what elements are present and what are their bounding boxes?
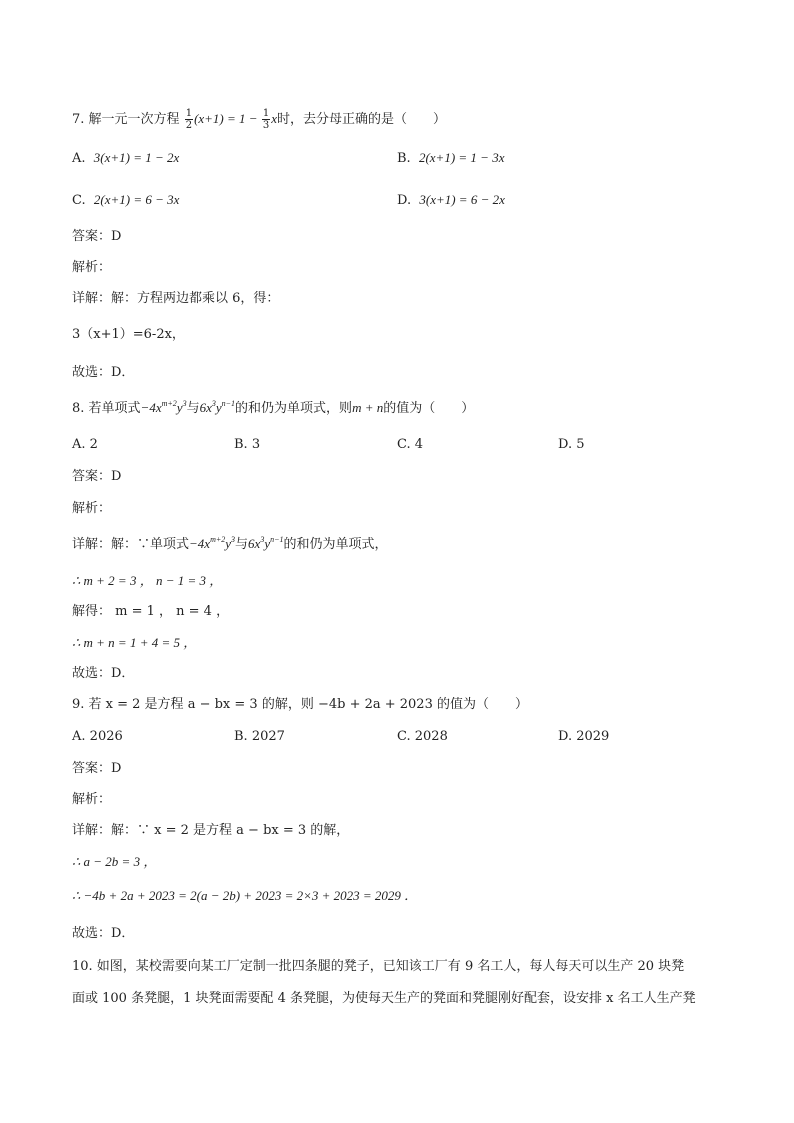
q7-detail: 详解：解：方程两边都乘以 6，得：: [72, 291, 280, 306]
q7-stem-prefix: 7. 解一元一次方程: [72, 112, 180, 127]
q7-answer: 答案：D: [72, 229, 122, 244]
q7-step1: 3（x+1）=6-2x，: [72, 327, 185, 342]
q8-answer: 答案：D: [72, 469, 122, 484]
q9-analysis: 解析：: [72, 792, 112, 807]
q8-option-d: D. 5: [558, 437, 585, 452]
q7-analysis: 解析：: [72, 260, 112, 275]
q8-analysis: 解析：: [72, 501, 112, 516]
q7-option-d: D. 3(x+1) = 6 − 2x: [397, 192, 505, 208]
q8-option-c: C. 4: [397, 437, 424, 452]
q7-option-a: A. 3(x+1) = 1 − 2x: [72, 150, 180, 166]
q7-conclusion: 故选：D．: [72, 365, 135, 380]
q7-frac-third: $\frac{1}{3}$: [262, 108, 270, 131]
q7-stem-suffix: 时，去分母正确的是（ ）: [276, 112, 446, 127]
q8-term1: $-4x^{m+2}y^3$: [140, 399, 187, 415]
q7-option-b: B. 2(x+1) = 1 − 3x: [397, 150, 505, 166]
q9-step2: ∴ −4b + 2a + 2023 = 2(a − 2b) + 2023 = 2×3 + 2023 = 2029 ．: [72, 888, 418, 903]
q9-option-a: A. 2026: [72, 729, 123, 744]
q7-eq-part2: x: [271, 111, 277, 126]
q7-stem: [72, 108, 446, 131]
q9-stem: 9. 若 x = 2 是方程 a − bx = 3 的解，则 −4b + 2a + 2023 的值为（ ）: [72, 697, 528, 712]
q9-option-c: C. 2028: [397, 729, 448, 744]
q8-option-a: A. 2: [72, 437, 98, 452]
q8-conclusion: 故选：D．: [72, 666, 135, 681]
q9-conclusion: 故选：D．: [72, 926, 135, 941]
q9-option-b: B. 2027: [234, 729, 285, 744]
q8-step1: ∴ m + 2 = 3 ， n − 1 = 3 ，: [72, 573, 223, 588]
q8-expr: m + n: [352, 400, 384, 415]
q7-frac-half: $\frac{1}{2}$: [185, 108, 193, 131]
q7-option-c: C. 2(x+1) = 6 − 3x: [72, 192, 180, 208]
q8-detail: 详解：解：∵单项式$-4x^{m+2}y^3$与$6x^3y^{n-1}$的和仍为单项式，: [72, 535, 388, 552]
q8-term2: $6x^3y^{n-1}$: [199, 399, 236, 415]
q8-stem: 8. 若单项式$-4x^{m+2}y^3$与$6x^3y^{n-1}$的和仍为单项式，则m + n的值为（ ）: [72, 399, 475, 416]
q8-step2: 解得： m = 1 ， n = 4 ，: [72, 604, 230, 619]
q10-line1: 10. 如图，某校需要向某工厂定制一批四条腿的凳子，已知该工厂有 9 名工人，每人每天可以生产 20 块凳: [72, 959, 685, 974]
q10-line2: 面或 100 条凳腿，1 块凳面需要配 4 条凳腿，为使每天生产的凳面和凳腿刚好配套，设安排 x 名工人生产凳: [72, 991, 696, 1006]
q9-option-d: D. 2029: [558, 729, 610, 744]
q7-eq-part1: (x+1) = 1 −: [194, 111, 261, 126]
q9-step1: ∴ a − 2b = 3 ，: [72, 854, 157, 869]
q8-option-b: B. 3: [234, 437, 261, 452]
q9-detail: 详解：解：∵ x = 2 是方程 a − bx = 3 的解，: [72, 823, 350, 838]
q8-step3: ∴ m + n = 1 + 4 = 5 ，: [72, 635, 197, 650]
q9-answer: 答案：D: [72, 761, 122, 776]
